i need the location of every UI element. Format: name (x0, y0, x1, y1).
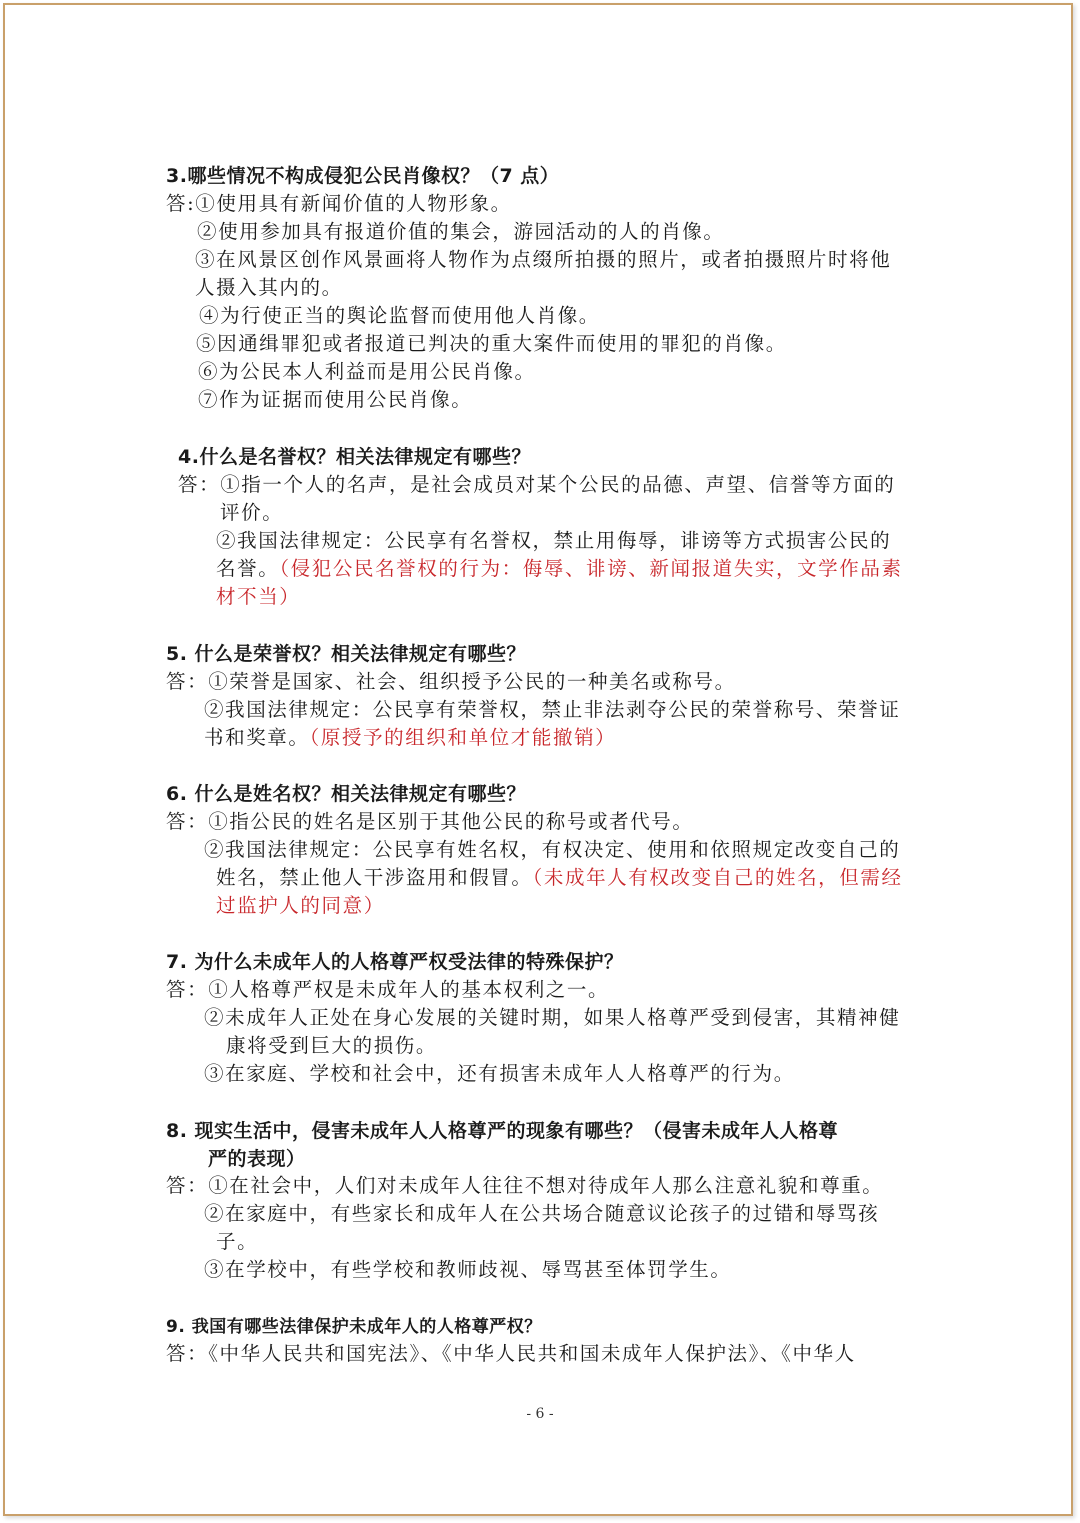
q4-note: （侵犯公民名誉权的行为：侮辱、诽谤、新闻报道失实，文学作品素 (279, 557, 903, 580)
q3-item-5: ⑤因通缉罪犯或者报道已判决的重大案件而使用的罪犯的肖像。 (196, 332, 787, 355)
q4-line-4 (216, 555, 903, 583)
q4-note-cont: 材不当） (216, 585, 301, 608)
q8-line-3: 子。 (216, 1230, 259, 1253)
q3-item-3: ③在风景区创作风景画将人物作为点缀所拍摄的照片，或者拍摄照片时将他 (195, 248, 892, 271)
question-3-answer: 答:①使用具有新闻价值的人物形象。 (166, 192, 512, 215)
q6-line-3 (216, 864, 903, 892)
question-3-title: 3.哪些情况不构成侵犯公民肖像权？（7 点） (166, 165, 560, 187)
question-6-title: 6. 什么是姓名权？相关法律规定有哪些？ (166, 783, 527, 805)
q5-line-3-text: 书和奖章。 (204, 726, 310, 749)
q7-line-4: ③在家庭、学校和社会中，还有损害未成年人人格尊严的行为。 (204, 1062, 795, 1085)
question-6-answer: 答：①指公民的姓名是区别于其他公民的称号或者代号。 (166, 810, 694, 833)
question-9-answer: 答：《中华人民共和国宪法》、《中华人民共和国未成年人保护法》、《中华人 (166, 1342, 856, 1365)
question-4-answer: 答：①指一个人的名声，是社会成员对某个公民的品德、声望、信誉等方面的 (178, 473, 896, 496)
q5-line-3 (204, 724, 616, 752)
question-8-title: 8. 现实生活中，侵害未成年人人格尊严的现象有哪些？（侵害未成年人人格尊 (166, 1120, 839, 1142)
page-number: - 6 - (526, 1406, 554, 1422)
q5-note: （原授予的组织和单位才能撤销） (309, 726, 617, 749)
question-7-title: 7. 为什么未成年人的人格尊严权受法律的特殊保护？ (166, 951, 624, 973)
q3-item-4: ④为行使正当的舆论监督而使用他人肖像。 (199, 304, 600, 327)
q6-line-3-text: 姓名，禁止他人干涉盗用和假冒。 (216, 866, 533, 889)
q3-item-6: ⑥为公民本人利益而是用公民肖像。 (198, 360, 536, 383)
q6-note: （未成年人有权改变自己的姓名，但需经 (532, 866, 903, 889)
q3-item-2: ②使用参加具有报道价值的集会，游园活动的人的肖像。 (197, 220, 725, 243)
q6-note-cont: 过监护人的同意） (216, 894, 385, 917)
q8-line-4: ③在学校中，有些学校和教师歧视、辱骂甚至体罚学生。 (204, 1258, 732, 1281)
q3-item-7: ⑦作为证据而使用公民肖像。 (198, 388, 473, 411)
q3-item-3-cont: 人摄入其内的。 (195, 276, 343, 299)
q8-line-2: ②在家庭中，有些家长和成年人在公共场合随意议论孩子的过错和辱骂孩 (204, 1202, 880, 1225)
question-4-title: 4.什么是名誉权？相关法律规定有哪些？ (178, 446, 531, 468)
q4-line-2: 评价。 (220, 501, 284, 524)
question-5-title: 5. 什么是荣誉权？相关法律规定有哪些？ (166, 643, 527, 665)
q5-line-2: ②我国法律规定：公民享有荣誉权，禁止非法剥夺公民的荣誉称号、荣誉证 (204, 698, 901, 721)
q4-line-3: ②我国法律规定：公民享有名誉权，禁止用侮辱，诽谤等方式损害公民的 (216, 529, 892, 552)
q4-line-4-text: 名誉。 (216, 557, 280, 580)
q6-line-2: ②我国法律规定：公民享有姓名权，有权决定、使用和依照规定改变自己的 (204, 838, 901, 861)
question-7-answer: 答：①人格尊严权是未成年人的基本权利之一。 (166, 978, 610, 1001)
question-8-title-cont: 严的表现） (208, 1148, 306, 1170)
q7-line-3: 康将受到巨大的损伤。 (226, 1034, 438, 1057)
question-5-answer: 答：①荣誉是国家、社会、组织授予公民的一种美名或称号。 (166, 670, 736, 693)
question-9-title: 9. 我国有哪些法律保护未成年人的人格尊严权？ (166, 1317, 542, 1337)
q7-line-2: ②未成年人正处在身心发展的关键时期，如果人格尊严受到侵害，其精神健 (204, 1006, 901, 1029)
question-8-answer: 答：①在社会中，人们对未成年人往往不想对待成年人那么注意礼貌和尊重。 (166, 1174, 884, 1197)
